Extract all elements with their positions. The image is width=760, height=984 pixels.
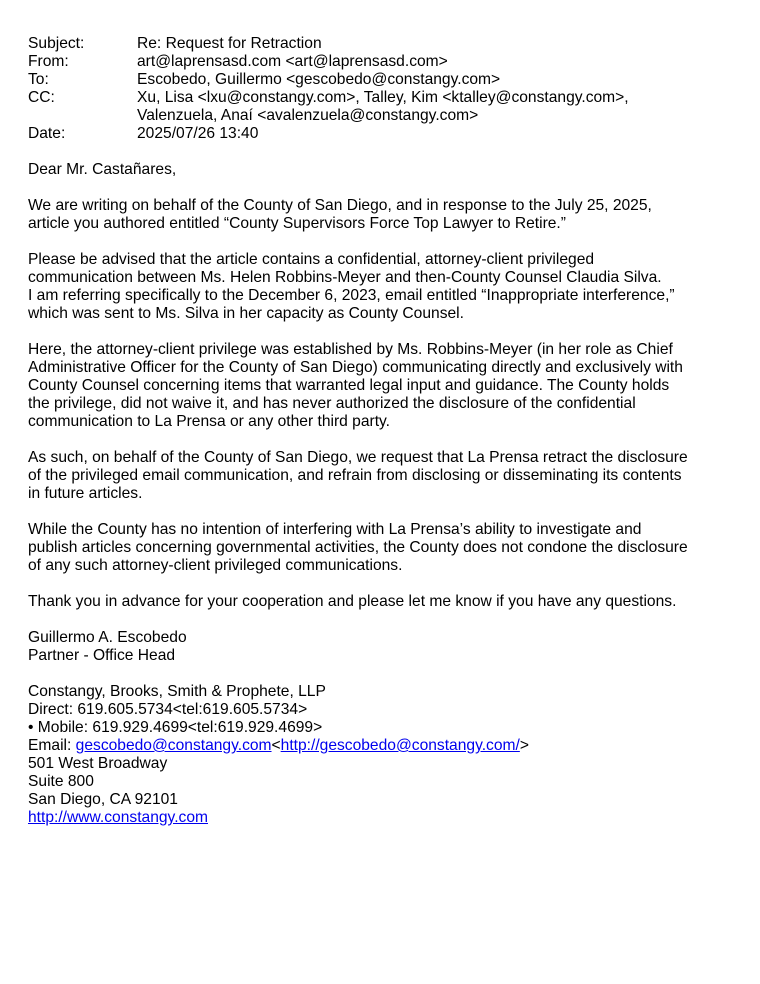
signature-block (28, 629, 738, 827)
date-label: Date: (28, 125, 66, 142)
subject-label: Subject: (28, 35, 85, 52)
address-street: 501 West Broadway (28, 755, 168, 772)
paragraph-line: the privilege, did not waive it, and has never authorized the disclosure of the confidential (28, 395, 636, 412)
paragraph-1 (28, 197, 738, 233)
paragraph-line: I am referring specifically to the December 6, 2023, email entitled “Inappropriate interference,” (28, 287, 675, 304)
date-row (28, 125, 629, 143)
subject-value: Re: Request for Retraction (137, 35, 322, 52)
paragraph-6: Thank you in advance for your cooperation and please let me know if you have any questions. (28, 593, 677, 610)
signer-name: Guillermo A. Escobedo (28, 629, 187, 646)
website-line (28, 809, 738, 827)
date-value: 2025/07/26 13:40 (137, 125, 259, 142)
paragraph-line: publish articles concerning governmental activities, the County does not condone the disclosure (28, 539, 688, 556)
email-document (28, 35, 738, 827)
email-header (28, 35, 629, 143)
paragraph-line: in future articles. (28, 485, 143, 502)
paragraph-line: Here, the attorney-client privilege was established by Ms. Robbins-Meyer (in her role as Chief (28, 341, 673, 358)
email-line (28, 737, 738, 755)
paragraph-line: article you authored entitled “County Supervisors Force Top Lawyer to Retire.” (28, 215, 566, 232)
from-row (28, 53, 629, 71)
email-open-bracket: < (271, 737, 281, 754)
to-value: Escobedo, Guillermo <gescobedo@constangy.com> (137, 71, 501, 88)
to-label: To: (28, 71, 49, 88)
mobile-phone: • Mobile: 619.929.4699<tel:619.929.4699> (28, 719, 323, 736)
paragraph-5 (28, 521, 738, 575)
paragraph-line: of the privileged email communication, and refrain from disclosing or disseminating its contents (28, 467, 682, 484)
cc-value (137, 89, 629, 125)
cc-line-2: Valenzuela, Anaí <avalenzuela@constangy.com> (137, 107, 479, 124)
paragraph-line: of any such attorney-client privileged communications. (28, 557, 403, 574)
paragraph-3 (28, 341, 738, 431)
subject-row (28, 35, 629, 53)
website-link[interactable]: http://www.constangy.com (28, 809, 208, 826)
greeting: Dear Mr. Castañares, (28, 161, 177, 178)
from-label: From: (28, 53, 69, 70)
paragraph-line: While the County has no intention of interfering with La Prensa’s ability to investigate and (28, 521, 642, 538)
from-value: art@laprensasd.com <art@laprensasd.com> (137, 53, 448, 70)
paragraph-4 (28, 449, 738, 503)
paragraph-2 (28, 251, 738, 323)
cc-row (28, 89, 629, 125)
address-city: San Diego, CA 92101 (28, 791, 178, 808)
paragraph-line: Administrative Officer for the County of San Diego) communicating directly and exclusively with (28, 359, 683, 376)
paragraph-line: As such, on behalf of the County of San Diego, we request that La Prensa retract the disclosure (28, 449, 688, 466)
email-link[interactable]: gescobedo@constangy.com (75, 737, 272, 754)
address-suite: Suite 800 (28, 773, 94, 790)
email-prefix: Email: (28, 737, 76, 754)
paragraph-line: communication to La Prensa or any other third party. (28, 413, 391, 430)
firm-name: Constangy, Brooks, Smith & Prophete, LLP (28, 683, 326, 700)
signer-title: Partner - Office Head (28, 647, 176, 664)
paragraph-line: County Counsel concerning items that warranted legal input and guidance. The County holds (28, 377, 670, 394)
cc-line-1: Xu, Lisa <lxu@constangy.com>, Talley, Kim <ktalley@constangy.com>, (137, 89, 629, 106)
email-url-link[interactable]: http://gescobedo@constangy.com/ (280, 737, 520, 754)
cc-label: CC: (28, 89, 55, 106)
paragraph-line: Please be advised that the article contains a confidential, attorney-client privileged (28, 251, 595, 268)
paragraph-line: communication between Ms. Helen Robbins-Meyer and then-County Counsel Claudia Silva. (28, 269, 662, 286)
paragraph-line: which was sent to Ms. Silva in her capacity as County Counsel. (28, 305, 464, 322)
direct-phone: Direct: 619.605.5734<tel:619.605.5734> (28, 701, 308, 718)
email-close-bracket: > (519, 737, 529, 754)
to-row (28, 71, 629, 89)
paragraph-line: We are writing on behalf of the County of San Diego, and in response to the July 25, 2025, (28, 197, 652, 214)
